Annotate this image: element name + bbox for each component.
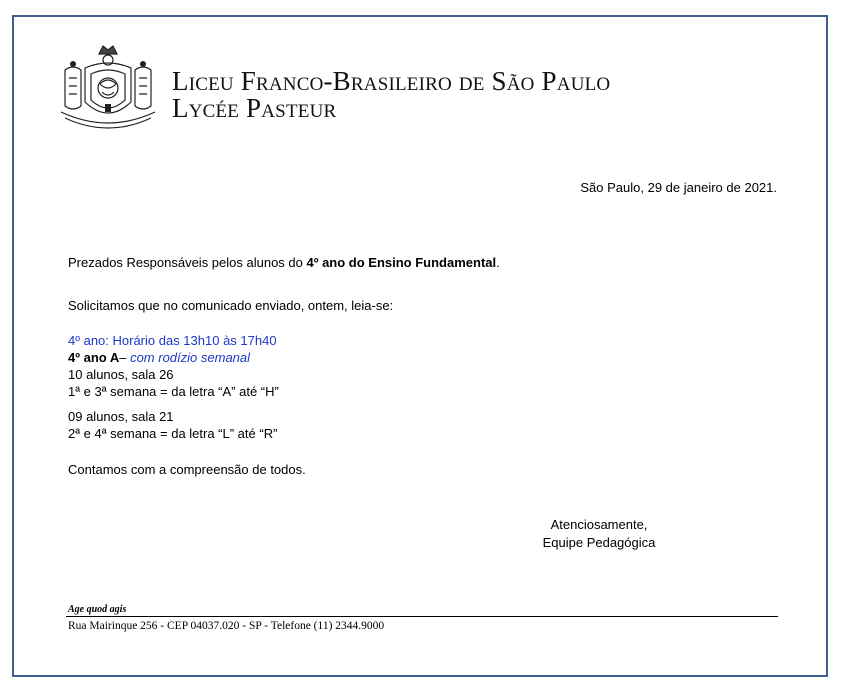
class-line	[68, 349, 279, 366]
school-name	[172, 68, 610, 122]
footer-divider	[66, 616, 778, 617]
group2-rule: 2ª e 4ª semana = da letra “L” até “R”	[68, 426, 278, 441]
class-name: 4º ano A	[68, 350, 120, 365]
salutation-grade: 4º ano do Ensino Fundamental	[306, 255, 497, 270]
signoff-team: Equipe Pedagógica	[542, 535, 656, 550]
footer-motto: Age quod agis	[68, 604, 127, 615]
school-name-line1: Liceu Franco-Brasileiro de São Paulo	[172, 66, 611, 96]
footer-address: Rua Mairinque 256 - CEP 04037.020 - SP - Telefone (11) 2344.9000	[68, 620, 385, 632]
closing-paragraph: Contamos com a compreensão de todos.	[68, 462, 306, 477]
school-name-line2: Lycée Pasteur	[172, 93, 337, 123]
group2-count: 09 alunos, sala 21	[68, 409, 174, 424]
school-crest-logo	[55, 40, 161, 136]
class-note: com rodízio semanal	[130, 350, 251, 365]
spacer	[68, 400, 279, 408]
schedule-block	[68, 332, 279, 442]
signoff-greeting: Atenciosamente,	[550, 517, 648, 532]
salutation-prefix: Prezados Responsáveis pelos alunos do	[68, 255, 307, 270]
group1-rule: 1ª e 3ª semana = da letra “A” até “H”	[68, 384, 279, 399]
salutation	[68, 254, 500, 271]
request-paragraph: Solicitamos que no comunicado enviado, ontem, leia-se:	[68, 298, 394, 313]
salutation-suffix: .	[496, 255, 500, 270]
signoff	[528, 516, 670, 552]
letter-date: São Paulo, 29 de janeiro de 2021.	[580, 180, 777, 195]
schedule-heading: 4º ano: Horário das 13h10 às 17h40	[68, 333, 277, 348]
class-dash: –	[119, 350, 131, 365]
group1-count: 10 alunos, sala 26	[68, 367, 174, 382]
